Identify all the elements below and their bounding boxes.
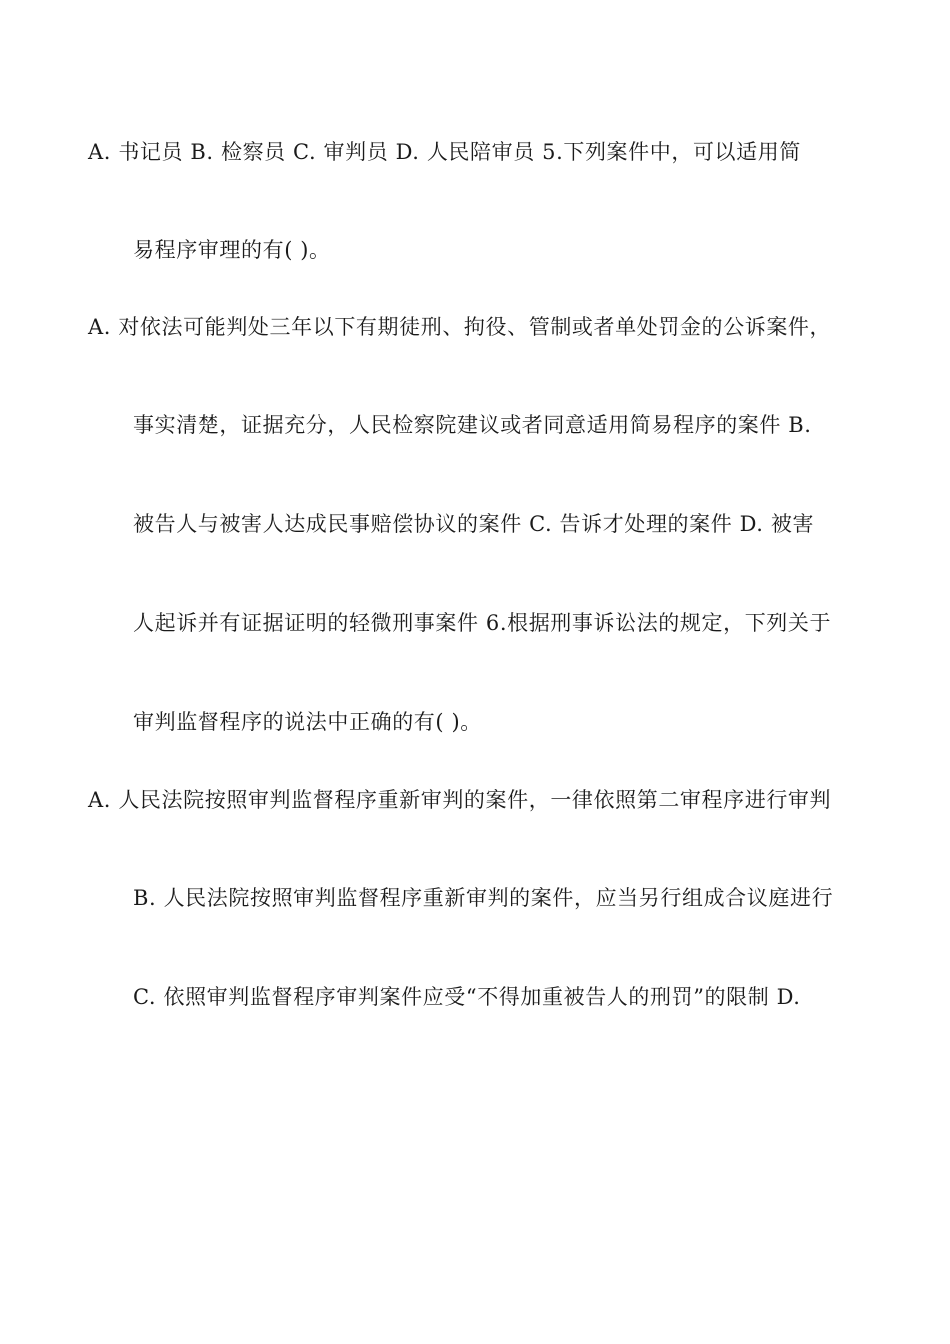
text-line: 被告人与被害人达成民事赔偿协议的案件 C. 告诉才处理的案件 D. 被害	[133, 512, 815, 536]
text-line: 易程序审理的有( )。	[133, 238, 331, 262]
text-line: C. 依照审判监督程序审判案件应受“不得加重被告人的刑罚”的限制 D.	[133, 985, 801, 1009]
text-line: A. 书记员 B. 检察员 C. 审判员 D. 人民陪审员 5.下列案件中，可以适用简	[88, 140, 801, 164]
text-line: A. 对依法可能判处三年以下有期徒刑、拘役、管制或者单处罚金的公诉案件，	[88, 315, 832, 339]
text-line: 审判监督程序的说法中正确的有( )。	[133, 710, 482, 734]
text-line: 人起诉并有证据证明的轻微刑事案件 6.根据刑事诉讼法的规定，下列关于	[133, 611, 832, 635]
text-line: B. 人民法院按照审判监督程序重新审判的案件，应当另行组成合议庭进行	[133, 886, 834, 910]
text-line: 事实清楚，证据充分，人民检察院建议或者同意适用简易程序的案件 B.	[133, 413, 812, 437]
text-line: A. 人民法院按照审判监督程序重新审判的案件，一律依照第二审程序进行审判	[88, 788, 832, 812]
